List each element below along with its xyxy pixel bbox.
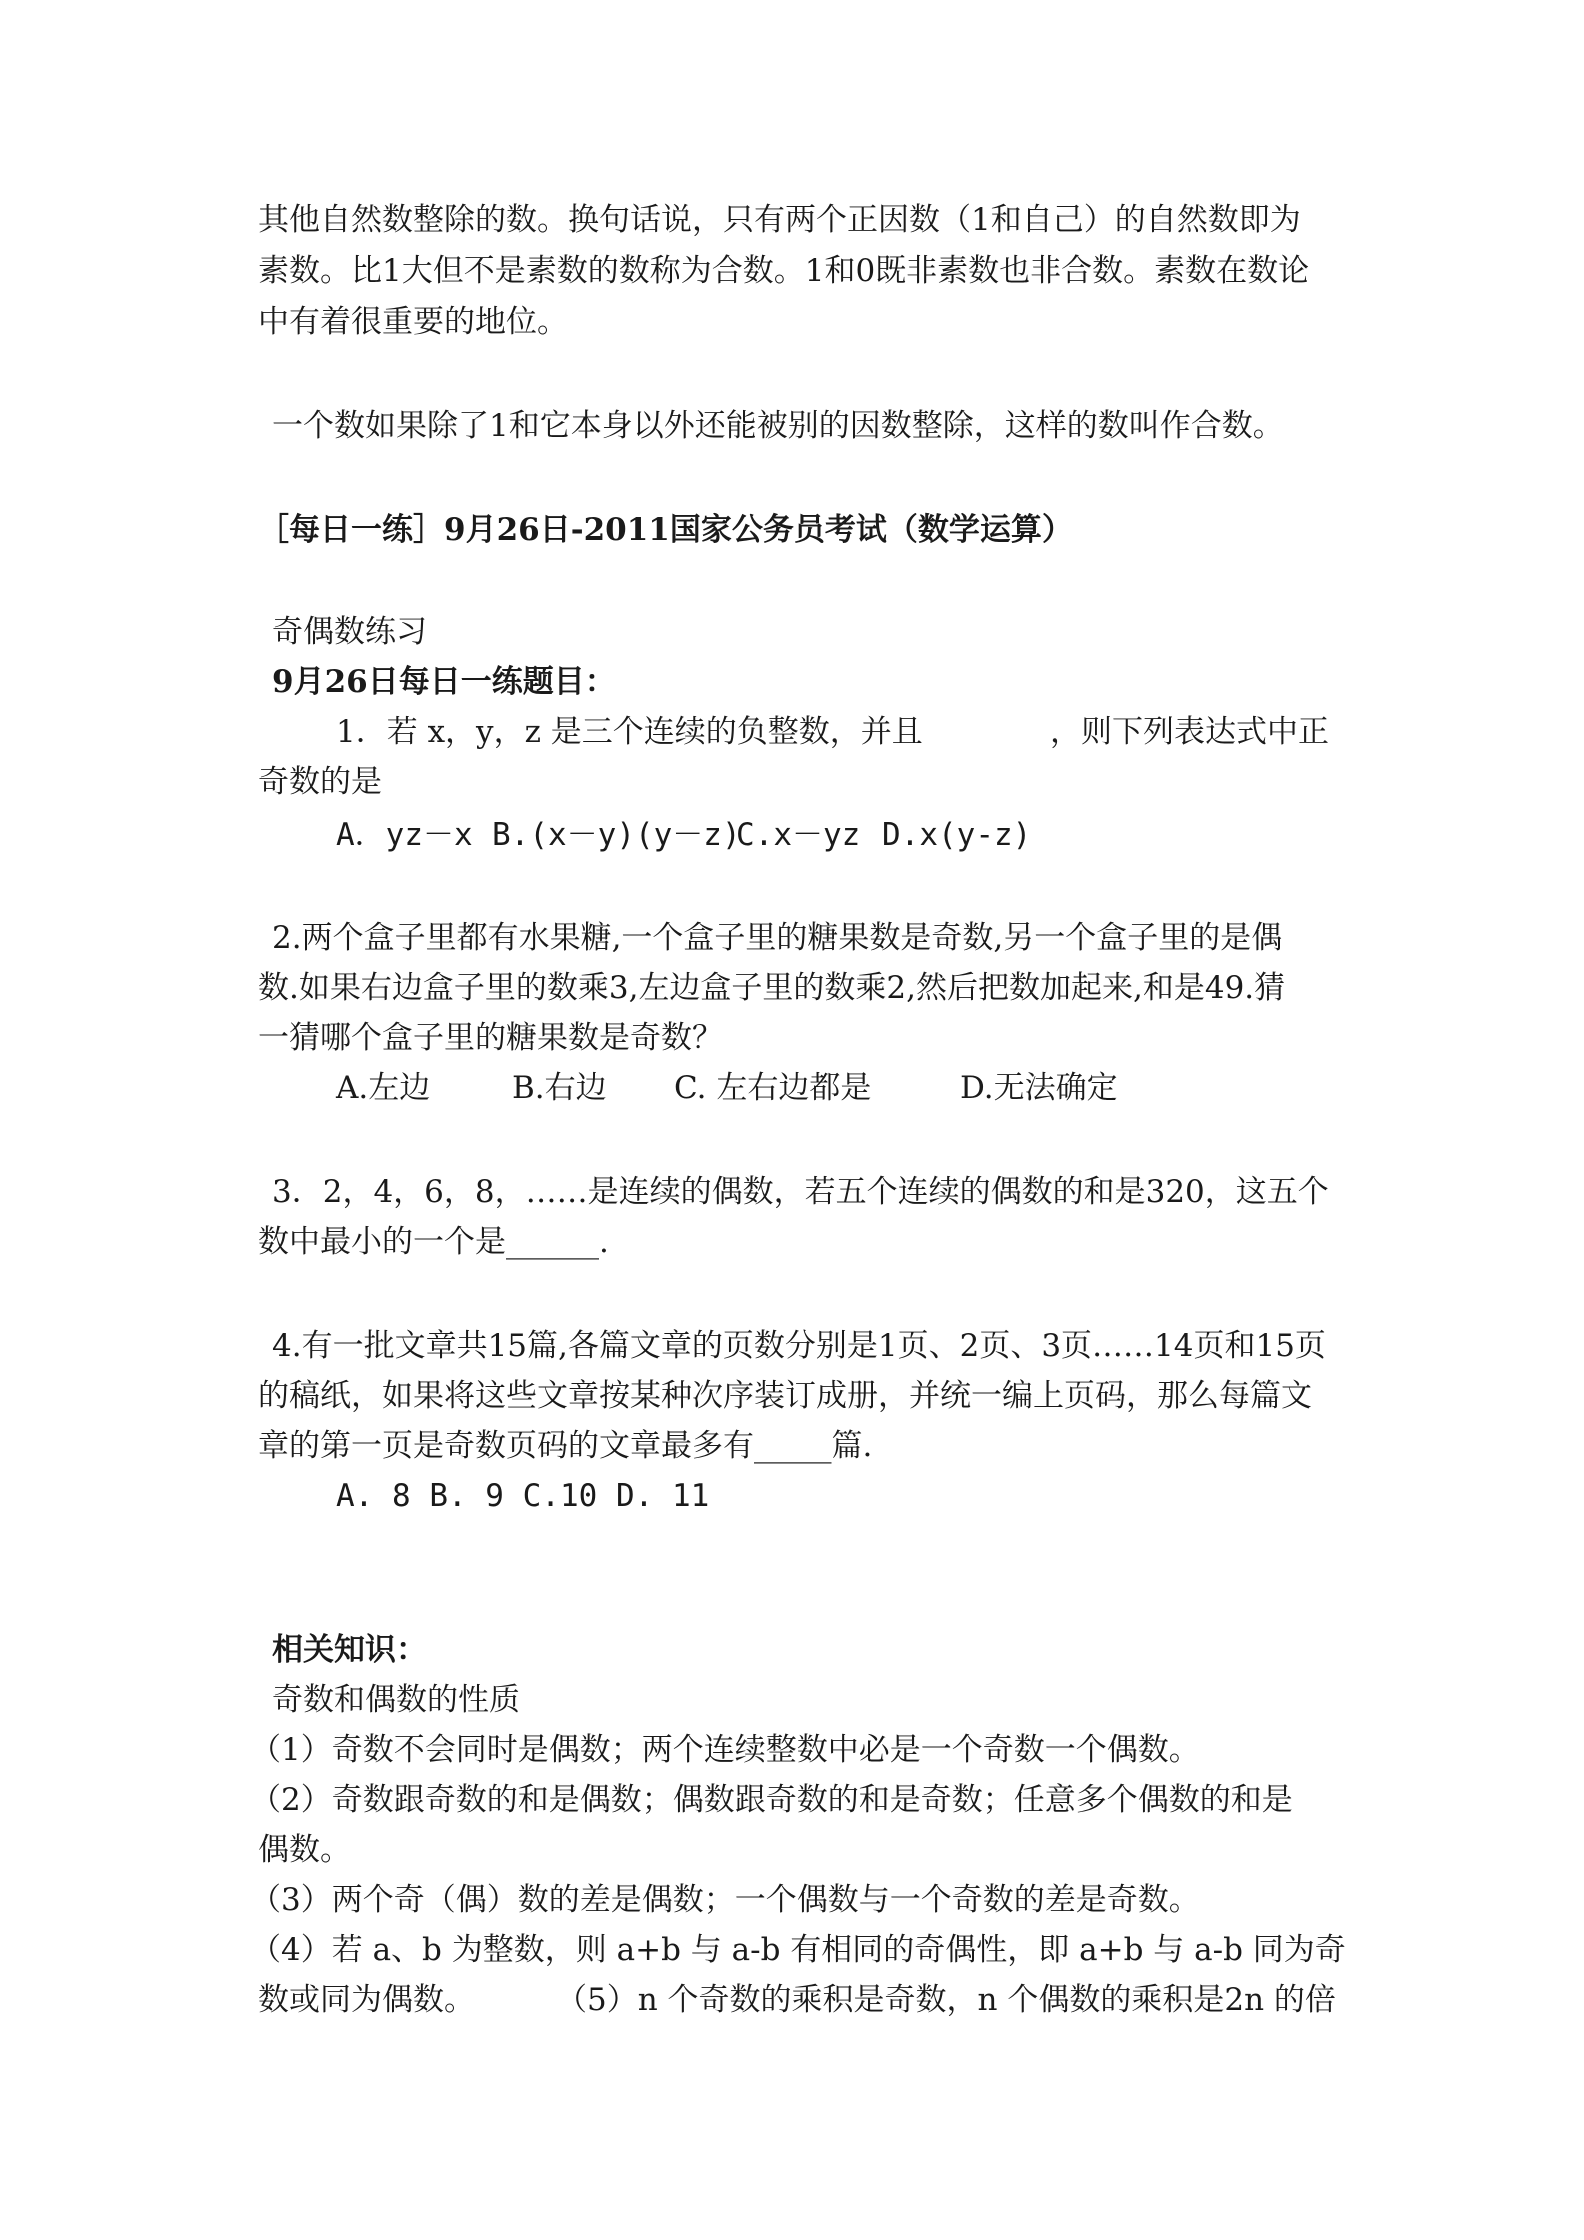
knowledge-title: 奇数和偶数的性质: [272, 1682, 520, 1718]
q1-line-1b: ，则下列表达式中正: [1050, 714, 1329, 750]
property-5-start: （5）n 个奇数的乘积是奇数，n 个偶数的乘积是2n 的倍: [556, 1982, 1336, 2018]
knowledge-heading: 相关知识：: [272, 1632, 427, 1668]
q3-line-2: 数中最小的一个是______.: [258, 1224, 609, 1260]
daily-practice-heading: ［每日一练］9月26日-2011国家公务员考试（数学运算）: [258, 512, 1073, 548]
questions-subheading: 9月26日每日一练题目：: [272, 664, 616, 700]
property-1: （1）奇数不会同时是偶数；两个连续整数中必是一个奇数一个偶数。: [250, 1732, 1200, 1768]
q4-line-1: 4.有一批文章共15篇,各篇文章的页数分别是1页、2页、3页……14页和15页: [272, 1328, 1326, 1364]
q4-line-2: 的稿纸，如果将这些文章按某种次序装订成册，并统一编上页码，那么每篇文: [258, 1378, 1312, 1414]
q1-option-d: D.x(y-z): [882, 817, 1032, 853]
q2-line-1: 2.两个盒子里都有水果糖,一个盒子里的糖果数是奇数,另一个盒子里的是偶: [272, 920, 1283, 956]
topic-title: 奇偶数练习: [272, 614, 427, 650]
q1-option-a: A．yz－x: [336, 817, 473, 853]
q4-line-3: 章的第一页是奇数页码的文章最多有_____篇.: [258, 1428, 873, 1464]
q2-option-a: A.左边: [336, 1070, 431, 1106]
q1-line-2: 奇数的是: [258, 764, 382, 800]
q2-line-2: 数.如果右边盒子里的数乘3,左边盒子里的数乘2,然后把数加起来,和是49.猜: [258, 970, 1286, 1006]
q2-option-c: C. 左右边都是: [674, 1070, 872, 1106]
property-3: （3）两个奇（偶）数的差是偶数；一个偶数与一个奇数的差是奇数。: [250, 1882, 1200, 1918]
q2-options: [336, 1068, 1136, 1108]
q1-options: [336, 815, 1036, 855]
intro-line-2: 素数。比1大但不是素数的数称为合数。1和0既非素数也非合数。素数在数论: [258, 253, 1310, 289]
q2-line-3: 一猜哪个盒子里的糖果数是奇数？: [258, 1020, 723, 1056]
q2-option-d: D.无法确定: [960, 1070, 1118, 1106]
q1-option-c: C.x－yz: [736, 817, 861, 853]
intro-line-1: 其他自然数整除的数。换句话说，只有两个正因数（1和自己）的自然数即为: [258, 202, 1301, 238]
composite-definition: 一个数如果除了1和它本身以外还能被别的因数整除，这样的数叫作合数。: [272, 408, 1284, 444]
property-2-line-1: （2）奇数跟奇数的和是偶数；偶数跟奇数的和是奇数；任意多个偶数的和是: [250, 1782, 1293, 1818]
q1-line-1a: 1．若 x，y，z 是三个连续的负整数，并且: [336, 714, 923, 750]
q4-options: A. 8 B. 9 C.10 D. 11: [336, 1478, 710, 1514]
q2-option-b: B.右边: [512, 1070, 607, 1106]
property-4-line-1: （4）若 a、b 为整数，则 a+b 与 a-b 有相同的奇偶性，即 a+b 与 a-b 同为奇: [250, 1932, 1346, 1968]
q1-option-b: B.(x－y)(y－z): [492, 817, 741, 853]
property-4-line-2: 数或同为偶数。: [258, 1982, 475, 2018]
property-2-line-2: 偶数。: [258, 1832, 351, 1868]
intro-line-3: 中有着很重要的地位。: [258, 304, 568, 340]
q3-line-1: 3．2，4，6，8，……是连续的偶数，若五个连续的偶数的和是320，这五个: [272, 1174, 1329, 1210]
